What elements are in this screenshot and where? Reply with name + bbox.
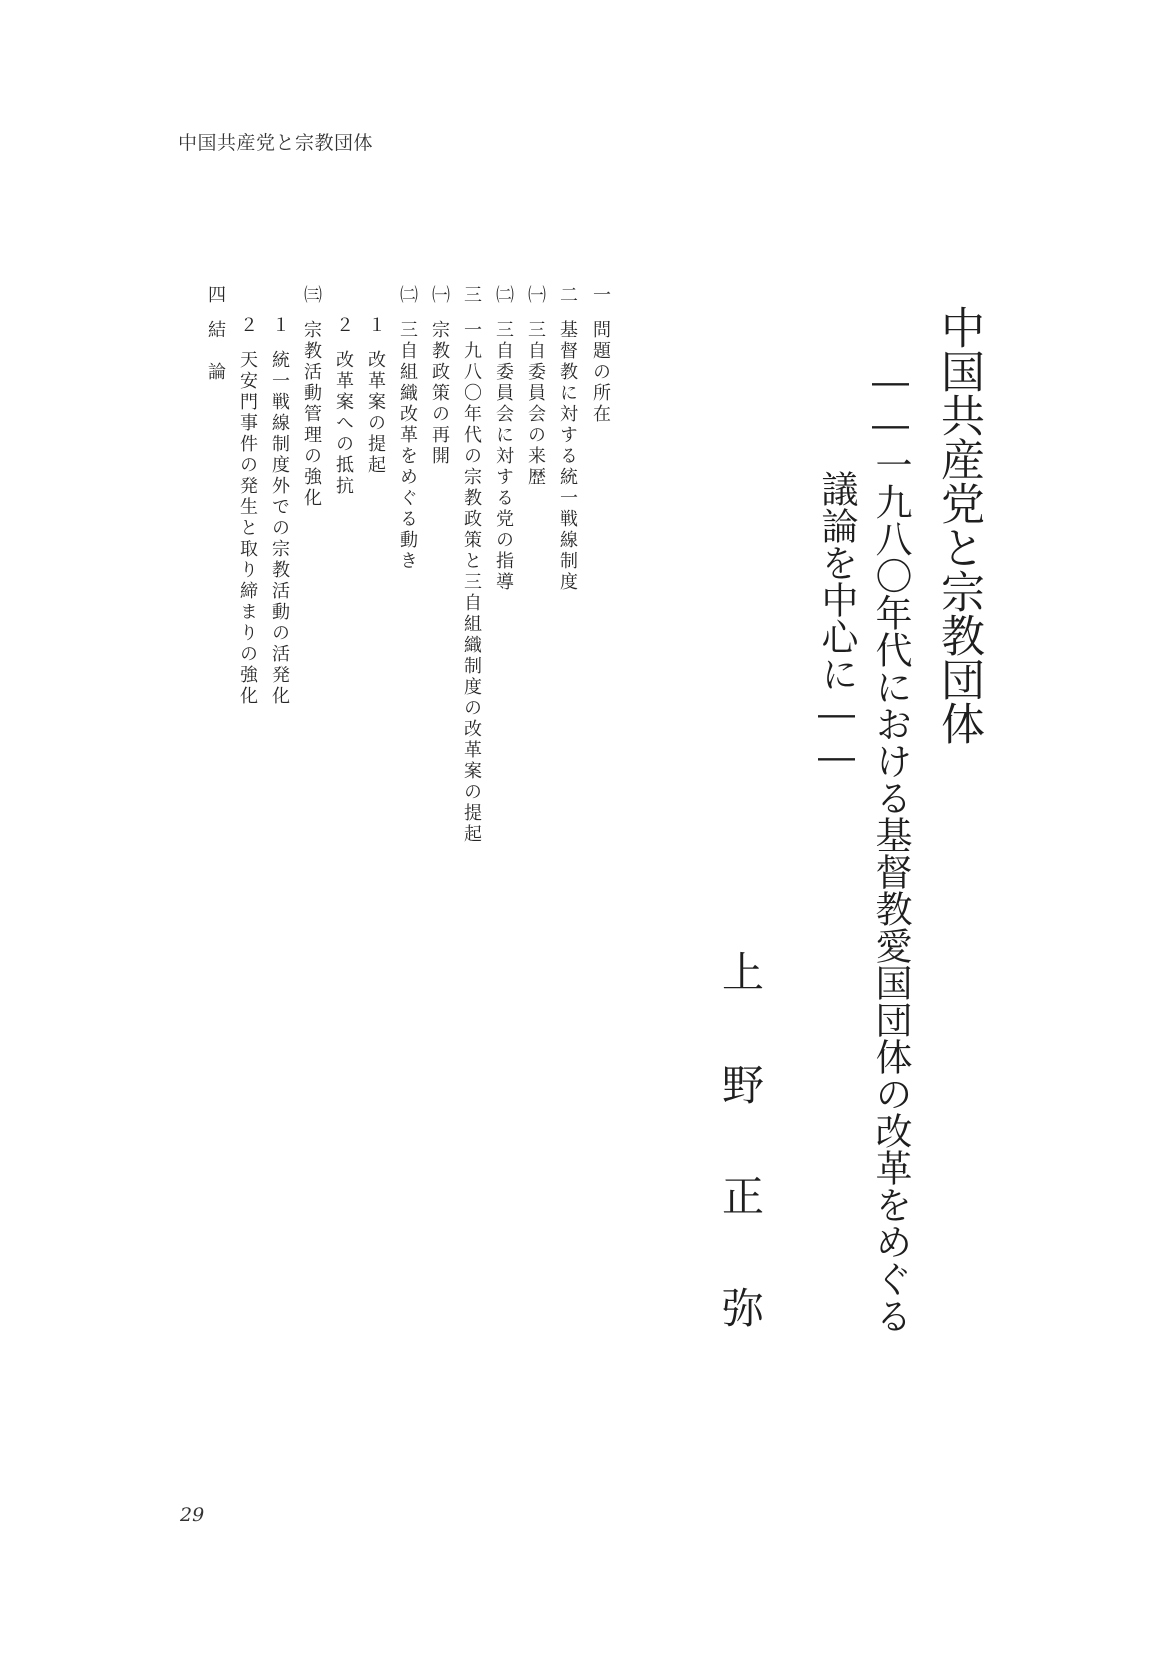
toc-item-number: ㈠ [429, 285, 450, 306]
toc-item [366, 315, 384, 476]
toc-item [591, 285, 609, 425]
author-char: 野 [722, 1061, 765, 1110]
toc-item [270, 315, 288, 707]
toc-item-text: 天安門事件の発生と取り締まりの強化 [237, 350, 258, 707]
toc-item-number: 三 [461, 285, 482, 306]
author-char: 上 [722, 948, 765, 997]
toc-item-text: 宗教活動管理の強化 [301, 320, 322, 509]
article-subtitle-line-2: 議論を中心に―― [815, 470, 858, 778]
toc-item-text: 宗教政策の再開 [429, 320, 450, 467]
toc-item-text: 改革案の提起 [365, 350, 386, 476]
toc-item-text: 改革案への抵抗 [333, 350, 354, 497]
toc-item-text: 三自委員会の来歴 [525, 320, 546, 488]
toc-item-number: １ [269, 315, 290, 336]
toc-item-number: ㈢ [301, 285, 322, 306]
toc-item-text: 結 論 [205, 320, 226, 383]
toc-item-number: 二 [557, 285, 578, 306]
toc-item-text: 問題の所在 [590, 320, 611, 425]
toc-item [430, 285, 448, 467]
toc-item-number: ２ [237, 315, 258, 336]
toc-item-number: ２ [333, 315, 354, 336]
toc-item-text: 三自組織改革をめぐる動き [397, 320, 418, 572]
toc-item-number: ㈠ [525, 285, 546, 306]
page-number: 29 [180, 1504, 205, 1526]
toc-item [398, 285, 416, 572]
author-char: 正 [722, 1172, 765, 1221]
toc-item-number: １ [365, 315, 386, 336]
toc-item [238, 315, 256, 707]
toc-item-number: ㈡ [493, 285, 514, 306]
toc-item-number: 一 [590, 285, 611, 306]
toc-item-text: 一九八〇年代の宗教政策と三自組織制度の改革案の提起 [461, 320, 482, 845]
toc-item [526, 285, 544, 488]
toc-item [558, 285, 576, 593]
toc-item [462, 285, 480, 845]
article-subtitle-line-1: ――一九八〇年代における基督教愛国団体の改革をめぐる [869, 360, 912, 1334]
toc-item-number: 四 [205, 285, 226, 306]
toc-item [302, 285, 320, 509]
author-char: 弥 [722, 1284, 765, 1333]
toc-item-text: 基督教に対する統一戦線制度 [557, 320, 578, 593]
toc-item [334, 315, 352, 497]
toc-item-text: 三自委員会に対する党の指導 [493, 320, 514, 593]
running-head: 中国共産党と宗教団体 [178, 132, 374, 154]
article-title: 中国共産党と宗教団体 [933, 305, 984, 745]
toc-item [494, 285, 512, 593]
toc-item [206, 285, 224, 383]
toc-item-text: 統一戦線制度外での宗教活動の活発化 [269, 350, 290, 707]
toc-item-number: ㈡ [397, 285, 418, 306]
